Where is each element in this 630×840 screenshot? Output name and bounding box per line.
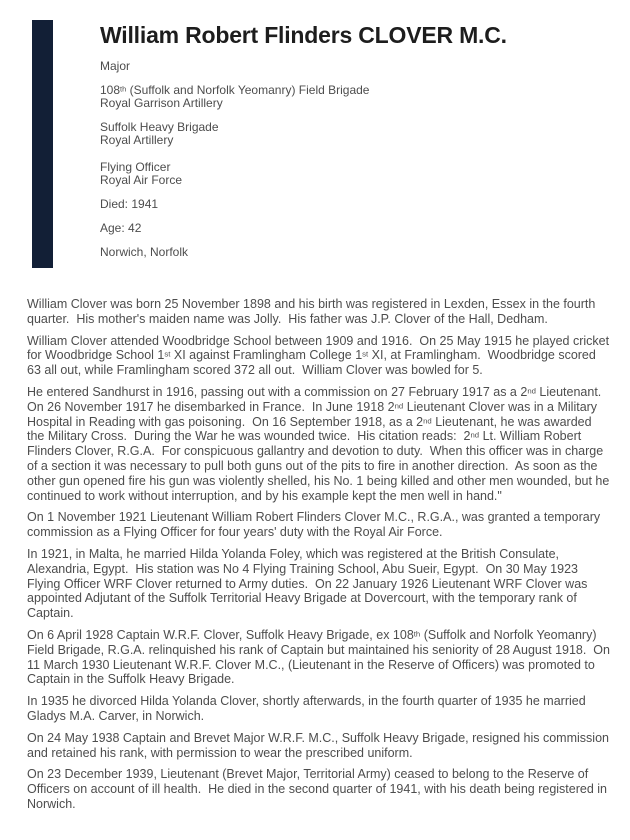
- header-info-block: [100, 246, 610, 259]
- header-info-line: Age: 42: [100, 221, 142, 235]
- header-info: [100, 60, 610, 259]
- ordinal-superscript: nd: [470, 430, 480, 440]
- header-info-block: [100, 222, 610, 235]
- body-paragraph: William Clover was born 25 November 1898 and his birth was registered in Lexden, Essex in the fourth quarter. His mother's maiden name was Jolly. His father was J.P. Clover of the Hall, Dedham.: [27, 297, 599, 326]
- header-info-block: [100, 161, 610, 187]
- header-info-line: Died: 1941: [100, 197, 159, 211]
- body-paragraph: On 24 May 1938 Captain and Brevet Major W.R.F. M.C., Suffolk Heavy Brigade, resigned his commission and retained his rank, with permission to wear the prescribed uniform.: [27, 730, 613, 760]
- ordinal-superscript: th: [413, 629, 421, 639]
- body-paragraph: In 1921, in Malta, he married Hilda Yolanda Foley, which was registered at the British Consulate, Alexandria, Egypt. His station was No 4 Flying Training School, Abu Sueir, Egypt. On 30 May 1923 Flying Officer WRF Clover returned to Army duties. On 22 January 1926 Lieutenant WRF Clover was appointed Adjutant of the Suffolk Territorial Heavy Brigade at Dovercourt, with the temporary rank of Captain.: [27, 546, 591, 621]
- body-paragraph: On 1 November 1921 Lieutenant William Robert Flinders Clover M.C., R.G.A., was granted a temporary commission as a Flying Officer for four years' duty with the Royal Air Force.: [27, 510, 604, 540]
- ordinal-superscript: st: [164, 349, 171, 359]
- body-paragraph: On 6 April 1928 Captain W.R.F. Clover, Suffolk Heavy Brigade, ex 108th (Suffolk and Norfolk Yeomanry) Field Brigade, R.G.A. relinquished his rank of Captain but maintained his seniority of 28 August 1918. On 11 March 1930 Lieutenant W.R.F. Clover M.C., (Lieutenant in the Reserve of Officers) was promoted to Captain in the Suffolk Heavy Brigade.: [27, 627, 614, 687]
- header-info-block: [100, 84, 610, 110]
- header-info-line: Royal Air Force: [100, 173, 183, 187]
- header-info-line: 108th (Suffolk and Norfolk Yeomanry) Field Brigade: [100, 83, 370, 97]
- header-info-line: Royal Garrison Artillery: [100, 96, 223, 110]
- header-info-line: Flying Officer: [100, 160, 171, 174]
- body-paragraph: In 1935 he divorced Hilda Yolanda Clover, shortly afterwards, in the fourth quarter of 1935 he married Gladys M.A. Carver, in Norwich.: [27, 694, 590, 723]
- body-paragraph: William Clover attended Woodbridge School between 1909 and 1916. On 25 May 1915 he played cricket for Woodbridge School 1st XI against Framlingham College 1st XI, at Framlingham. Woodbridge scored 63 all out, while Framlingham scored 372 all out. William Clover was bowled for 5.: [27, 333, 613, 378]
- header: [100, 20, 610, 270]
- ordinal-superscript: nd: [394, 401, 404, 411]
- ordinal-superscript: nd: [527, 386, 536, 396]
- header-info-block: [100, 60, 610, 73]
- page-title: William Robert Flinders CLOVER M.C.: [100, 22, 507, 48]
- ordinal-superscript: st: [362, 349, 369, 359]
- accent-bar: [32, 20, 53, 268]
- header-info-line: Suffolk Heavy Brigade: [100, 120, 219, 134]
- header-info-line: Royal Artillery: [100, 133, 174, 147]
- ordinal-superscript: nd: [423, 415, 432, 425]
- biography: [27, 297, 612, 819]
- header-info-line: Major: [100, 59, 131, 73]
- body-paragraph: He entered Sandhurst in 1916, passing out with a commission on 27 February 1917 as a 2nd Lieutenant. On 26 November 1917 he disembarked in France. In June 1918 2nd Lieutenant Clover was in a Military Hospital in Reading with gas poisoning. On 16 September 1918, as a 2nd Lieutenant, he was awarded the Military Cross. During the War he was wounded twice. His citation reads: 2nd Lt. William Robert Flinders Clover, R.G.A. For conspicuous gallantry and devotion to duty. When this officer was in charge of a section it was necessary to pull both guns out of the pits to fire in another direction. As soon as the other gun opened fire his gun was violently shelled, his No. 1 being killed and other men wounded, but he continued to work without interruption, and by his example kept the men well in hand.": [27, 384, 613, 503]
- ordinal-superscript: th: [120, 84, 127, 94]
- body-paragraph: On 23 December 1939, Lieutenant (Brevet Major, Territorial Army) ceased to belong to the Reserve of Officers on account of ill health. He died in the second quarter of 1941, with his death being registered in Norwich.: [27, 767, 611, 811]
- header-info-block: [100, 198, 610, 211]
- header-info-block: [100, 121, 610, 147]
- header-info-line: Norwich, Norfolk: [100, 245, 189, 259]
